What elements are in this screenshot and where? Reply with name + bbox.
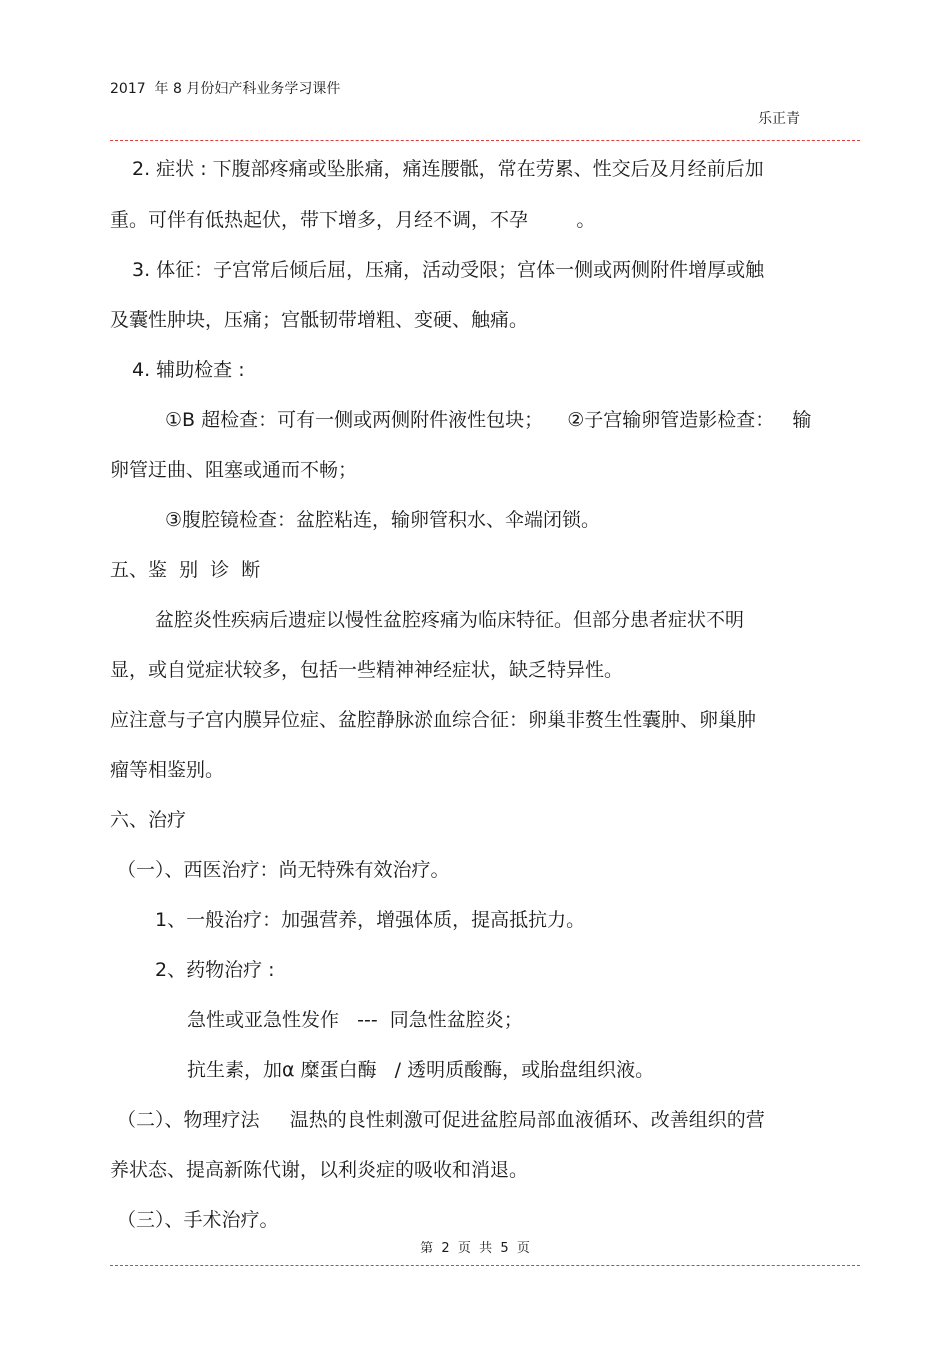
text-line-antibiotics: 抗生素，加α 糜蛋白酶 / 透明质酸酶，或胎盘组织液。	[187, 1059, 655, 1081]
text-line-drug-treatment: 2、药物治疗 :	[155, 959, 275, 981]
header-divider	[110, 140, 860, 141]
text-line-hsg-cont: 卵管迂曲、阻塞或通而不畅；	[110, 459, 358, 481]
subheading-physical-therapy: （二）、物理疗法 温热的良性刺激可促进盆腔局部血液循环、改善组织的营	[117, 1109, 765, 1131]
text-line-symptoms-cont: 重。可伴有低热起伏，带下增多，月经不调，不孕 。	[110, 209, 596, 231]
text-line-symptoms: 2. 症状 : 下腹部疼痛或坠胀痛，痛连腰骶，常在劳累、性交后及月经前后加	[132, 158, 764, 180]
text-line-signs: 3. 体征：子宫常后倾后屈，压痛，活动受限；宫体一侧或两侧附件增厚或触	[132, 259, 765, 281]
text-line-differential-1: 盆腔炎性疾病后遗症以慢性盆腔疼痛为临床特征。但部分患者症状不明	[155, 609, 745, 631]
subheading-surgery: （三）、手术治疗。	[117, 1209, 279, 1231]
page-indicator: 第 2 页 共 5 页	[420, 1241, 530, 1256]
section-heading-differential: 五、鉴 别 诊 断	[110, 559, 261, 581]
text-line-acute-episode: 急性或亚急性发作 --- 同急性盆腔炎；	[187, 1009, 523, 1031]
text-line-differential-2: 显，或自觉症状较多，包括一些精神神经症状，缺乏特异性。	[110, 659, 624, 681]
text-line-signs-cont: 及囊性肿块，压痛；宫骶韧带增粗、变硬、触痛。	[110, 309, 529, 331]
text-line-general-treatment: 1、一般治疗：加强营养，增强体质，提高抵抗力。	[155, 909, 586, 931]
subheading-western-medicine: （一）、西医治疗：尚无特殊有效治疗。	[117, 859, 450, 881]
text-line-aux-exam: 4. 辅助检查 :	[132, 359, 245, 381]
text-line-differential-3: 应注意与子宫内膜异位症、盆腔静脉淤血综合征：卵巢非赘生性囊肿、卵巢肿	[110, 709, 757, 731]
text-line-differential-4: 瘤等相鉴别。	[110, 759, 225, 781]
text-line-physical-therapy-cont: 养状态、提高新陈代谢，以利炎症的吸收和消退。	[110, 1159, 529, 1181]
footer-divider	[110, 1265, 860, 1266]
section-heading-treatment: 六、治疗	[110, 809, 187, 831]
course-title: 2017 年 8 月份妇产科业务学习课件	[110, 81, 341, 97]
text-line-laparoscopy: ③腹腔镜检查：盆腔粘连，输卵管积水、伞端闭锁。	[165, 509, 601, 531]
text-line-bultrasound: ①B 超检查：可有一侧或两侧附件液性包块； ②子宫输卵管造影检查： 输	[165, 409, 812, 431]
author-name: 乐正青	[758, 111, 800, 127]
